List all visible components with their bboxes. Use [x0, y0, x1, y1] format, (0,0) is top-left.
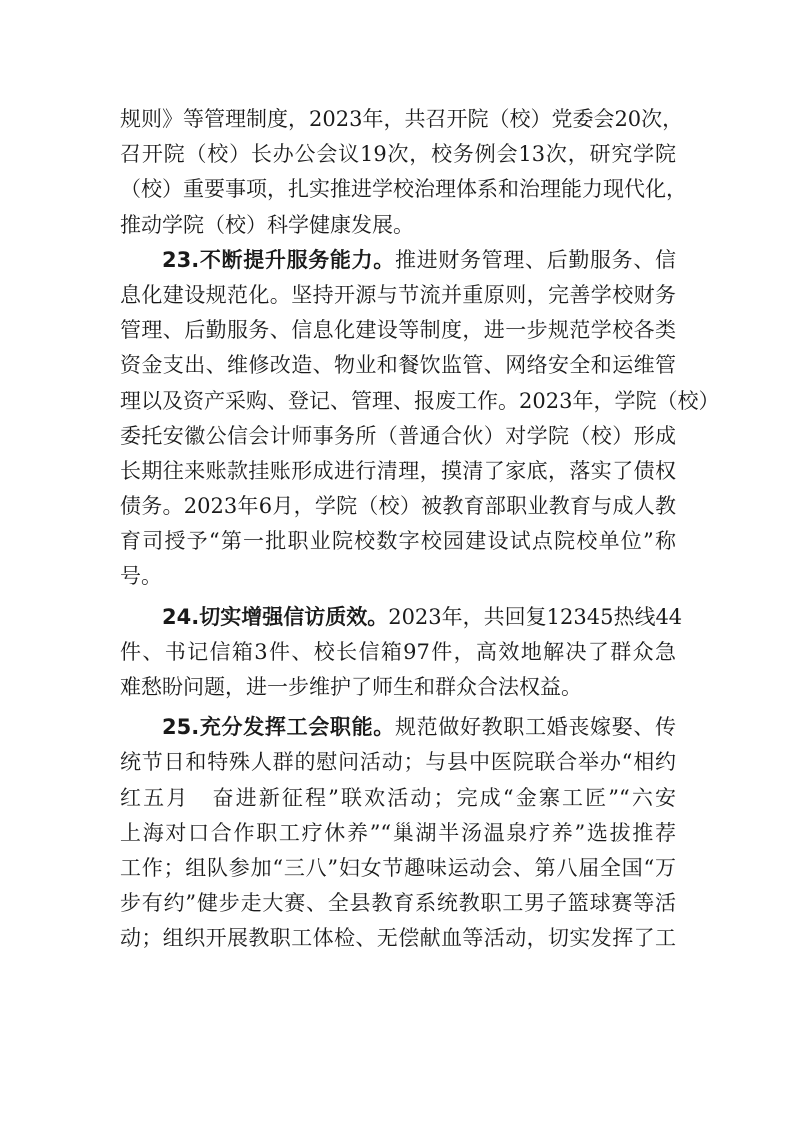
text-line: 债务。2023年6月，学院（校）被教育部职业教育与成人教 [120, 494, 676, 519]
section-heading-23: 23.不断提升服务能力。 [162, 247, 395, 272]
text-line: 统节日和特殊人群的慰问活动；与县中医院联合举办“相约 [120, 750, 676, 775]
text-line: 规则》等管理制度，2023年，共召开院（校）党委会20次， [120, 107, 684, 131]
text-line: 难愁盼问题，进一步维护了师生和群众合法权益。 [120, 675, 582, 699]
text-run: 2023年，共回复12345热线44 [388, 604, 683, 629]
text-line: 号。 [120, 564, 162, 589]
text-line: 件、书记信箱3件、校长信箱97件，高效地解决了群众急 [120, 639, 676, 664]
text-line: 工作；组队参加“三八”妇女节趣味运动会、第八届全国“万 [120, 855, 676, 880]
text-line: 长期往来账款挂账形成进行清理，摸清了家底，落实了债权 [120, 458, 676, 483]
paragraph-25 [120, 710, 676, 956]
text-line: 管理、后勤服务、信息化建设等制度，进一步规范学校各类 [120, 318, 676, 343]
text-line: 理以及资产采购、登记、管理、报废工作。2023年，学院（校） [120, 388, 720, 413]
text-line: 息化建设规范化。坚持开源与节流并重原则，完善学校财务 [120, 282, 676, 307]
text-line: 资金支出、维修改造、物业和餐饮监管、网络安全和运维管 [120, 353, 676, 378]
section-heading-25: 25.充分发挥工会职能。 [162, 715, 395, 740]
text-line: 步有约”健步走大赛、全县教育系统教职工男子篮球赛等活 [120, 891, 676, 916]
text-line: （校）重要事项，扎实推进学校治理体系和治理能力现代化， [120, 177, 687, 202]
document-body [120, 102, 720, 957]
text-run: 规范做好教职工婚丧嫁娶、传 [394, 715, 677, 740]
paragraph-intro [120, 102, 687, 243]
text-line: 推动学院（校）科学健康发展。 [120, 212, 414, 237]
text-line: 动；组织开展教职工体检、无偿献血等活动，切实发挥了工 [120, 926, 676, 951]
paragraph-24 [120, 600, 683, 706]
text-run: 推进财务管理、后勤服务、信 [394, 247, 677, 272]
text-line: 红五月 奋进新征程”联欢活动；完成“金寨工匠”“六安 [120, 785, 676, 810]
paragraph-23 [120, 243, 720, 595]
text-line: 委托安徽公信会计师事务所（普通合伙）对学院（校）形成 [120, 423, 676, 448]
text-line: 育司授予“第一批职业院校数字校园建设试点院校单位”称 [120, 529, 676, 554]
section-heading-24: 24.切实增强信访质效。 [162, 604, 389, 629]
text-line: 上海对口合作职工疗休养”“巢湖半汤温泉疗养”选拔推荐 [120, 820, 676, 845]
text-line [120, 710, 676, 745]
text-line [120, 243, 676, 278]
text-line: 召开院（校）长办公会议19次，校务例会13次，研究学院 [120, 142, 676, 167]
text-line [120, 600, 683, 635]
